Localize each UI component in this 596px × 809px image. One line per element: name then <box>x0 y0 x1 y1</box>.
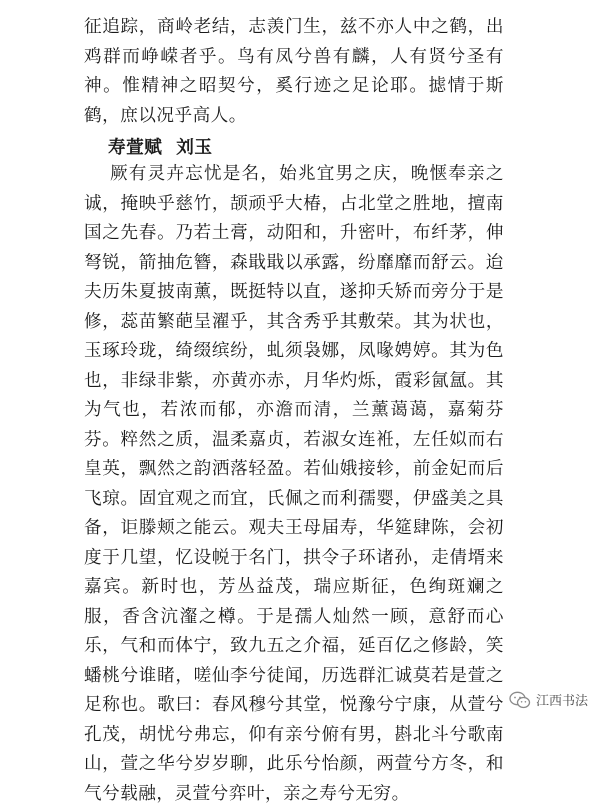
wechat-icon <box>509 691 531 709</box>
watermark <box>509 690 588 709</box>
main-paragraph: 厥有灵卉忘忧是名，始兆宜男之庆，晚惬奉亲之诚，掩映乎慈竹，颉顽乎大椿，占北堂之胜地，擅南国之先春。乃若土膏，动阳和，升密叶，布纤茅，伸弩锐，箭抽危簪，森戢戢以承露，纷靡靡而舒云。迨夫历朱夏披南薰，既挺特以直，遂抑夭矫而旁分于是修，蕊苗繁葩呈濯乎，其含秀乎其敷荣。其为状也，玉琢玲珑，绮缀缤纷，虬须袅娜，凤喙娉婷。其为色也，非绿非紫，亦黄亦赤，月华灼烁，霞彩氤氲。其为气也，若浓而郁，亦澹而清，兰薰蔼蔼，嘉菊芬芬。粹然之质，温柔嘉贞，若淑女连袵，左任姒而右皇英，飘然之韵洒落轻盈。若仙娥接轸，前金妃而后飞琼。固宜观之而宜，氏佩之而利孺婴，伊盛美之具备，讵滕颊之能云。观夫王母届寿，华筵肆陈，会初度于几望，忆设帨于名门，拱令子环诸孙，走倩壻来嘉宾。新时也，芳丛益茂，瑞应斯征，色绚斑斓之服，香含沆瀣之樽。于是孺人灿然一顾，意舒而心乐，气和而体宁，致九五之介福，延百亿之修龄，笑蟠桃兮谁睹，嗟仙李兮徒闻，历选群汇诚莫若是萱之足称也。歌曰：春风穆兮其堂，悦豫兮宁康，从萱兮孔茂，胡忧兮弗忘，仰有亲兮俯有男，斟北斗兮歌南山，萱之华兮岁岁聊，此乐兮怡颜，两萱兮方冬，和气兮载融，灵萱兮弈叶，亲之寿兮无穷。 <box>84 164 504 804</box>
watermark-text: 江西书法 <box>535 694 588 709</box>
author-name: 刘玉 <box>176 137 213 158</box>
title-text: 寿萱赋 <box>108 137 163 158</box>
section-title <box>108 133 213 163</box>
top-paragraph: 征追踪，商岭老结，志羡门生，兹不亦人中之鹤，出鸡群而峥嵘者乎。鸟有凤兮兽有麟，人有贤兮圣有神。惟精神之昭契兮，奚行迹之足论耶。摅情于斯鹤，庶以况乎高人。 <box>84 17 504 126</box>
